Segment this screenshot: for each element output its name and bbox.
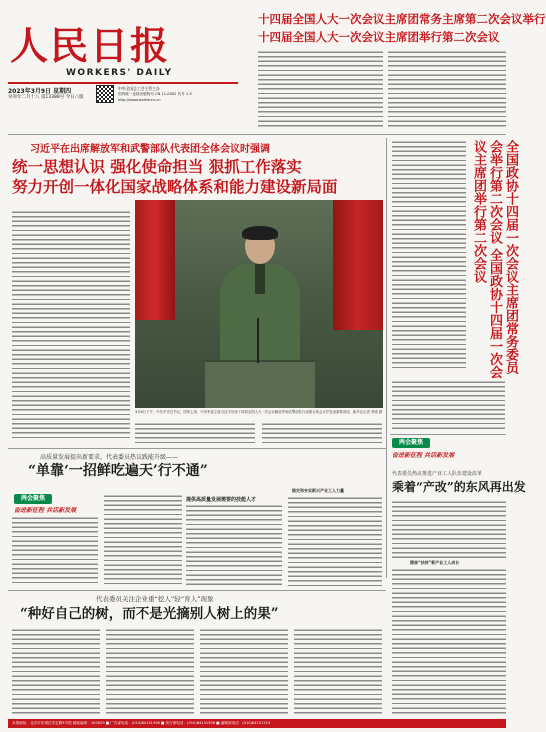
- mid-body-a: [12, 516, 98, 586]
- masthead-sponsor: 中华全国总工会主管主办: [118, 86, 160, 91]
- bottom-title: “种好自己的树，而不是光摘别人树上的果”: [20, 606, 279, 622]
- left-box-slogan: 奋进新征程 共话新发展: [14, 507, 77, 514]
- lead-body-center-a: [135, 422, 255, 446]
- right-box-title: 乘着“产改”的东风再出发: [392, 480, 526, 494]
- masthead: [8, 8, 248, 133]
- right-box-label: 两会聚焦: [398, 439, 423, 446]
- bottom-body-b: [106, 628, 194, 716]
- top-headline-2: 十四届全国人大一次会议主席团举行第二次会议: [258, 30, 500, 44]
- right-box-body-a: [392, 500, 506, 558]
- right-box-slogan: 奋进新征程 共话新发展: [392, 452, 455, 459]
- masthead-dist: 国内统一连续出版物号 CN 11-0002 代号 1-5: [118, 92, 192, 96]
- top-headline-1: 十四届全国人大一次会议主席团常务主席第二次会议举行: [258, 12, 546, 26]
- mid-title: “单靠‘一招鲜吃遍天’行不通”: [28, 463, 208, 479]
- right-body-a: [392, 140, 466, 370]
- inset-head: 提供高质量发展需要的技能人才: [186, 497, 257, 503]
- mid-body-c: [186, 504, 282, 586]
- flag-right: [333, 200, 383, 330]
- masthead-rule: [8, 82, 238, 84]
- right-box-sub: 精准“扶持”新产业工人成长: [410, 560, 460, 565]
- footer-text: 本报地址：北京市东城区安定路5号院 邮政编码：100029 ■ 广告部电话：(010)84151598 ■ 发行部电话：(010)84151398 ■ 编辑部电话：(010)84151219: [12, 721, 271, 725]
- masthead-web: http://www.workercn.cn: [118, 98, 161, 102]
- flag-left: [135, 200, 175, 320]
- microphone-icon: [257, 318, 259, 363]
- divider-right-box: [390, 434, 506, 435]
- lead-kicker: 习近平在出席解放军和武警部队代表团全体会议时强调: [30, 144, 270, 155]
- masthead-lunar: 癸卯年二月十八 第13388号 今日八版: [8, 95, 84, 100]
- footer-bar: [8, 719, 506, 728]
- qr-code: [96, 85, 114, 103]
- mid-body-b: [104, 494, 182, 586]
- right-box-kicker: 代表委员热议推进产业工人队伍建设改革: [392, 471, 483, 477]
- podium: [205, 360, 315, 408]
- bottom-kicker: 代表委员关注企业重“挖人”轻“育人”现象: [96, 595, 214, 603]
- divider-mid: [8, 448, 386, 449]
- bottom-body-c: [200, 628, 288, 716]
- bottom-body-d: [294, 628, 382, 716]
- masthead-english: WORKERS' DAILY: [66, 68, 173, 78]
- lead-photo-caption: 3月8日下午，中共中央总书记、国家主席、中央军委主席习近平出席十四届全国人大一次会议解放军和武警部队代表团全体会议并发表重要讲话。新华社记者 李刚 摄: [135, 410, 383, 414]
- right-box-body-b: [392, 568, 506, 716]
- right-body-b: [392, 380, 505, 430]
- mid-kicker: 高质量发展提出新要求，代表委员热议践能升级——: [40, 454, 179, 461]
- left-box-label: 两会聚焦: [20, 495, 45, 502]
- divider-vertical: [386, 138, 387, 578]
- lead-title-line1: 统一思想认识 强化使命担当 狠抓工作落实: [12, 157, 302, 176]
- lead-body-left: [12, 210, 130, 438]
- divider-bottom: [8, 590, 386, 591]
- masthead-title: 人民日报: [10, 23, 171, 68]
- lead-photo: [135, 200, 383, 408]
- divider-top: [8, 134, 506, 135]
- lead-title-line2: 努力开创一体化国家战略体系和能力建设新局面: [12, 177, 338, 196]
- vertical-headline: 全国政协十四届一次会议主席团常务委员会举行第二次会议 全国政协十四届一次会议主席团举行第二次会议: [471, 140, 518, 379]
- top-article-body-a: [258, 50, 383, 128]
- lead-body-center-b: [262, 422, 382, 446]
- bottom-body-a: [12, 628, 100, 716]
- top-article-body-b: [388, 50, 506, 128]
- right-box-badge: [392, 438, 430, 448]
- masthead-date: 2023年3月9日 星期四: [8, 88, 72, 95]
- inset-subtitle: 稳定和夯实新兴产业工人力量: [292, 488, 344, 493]
- mid-body-d: [288, 496, 382, 586]
- left-box-badge: [14, 494, 52, 504]
